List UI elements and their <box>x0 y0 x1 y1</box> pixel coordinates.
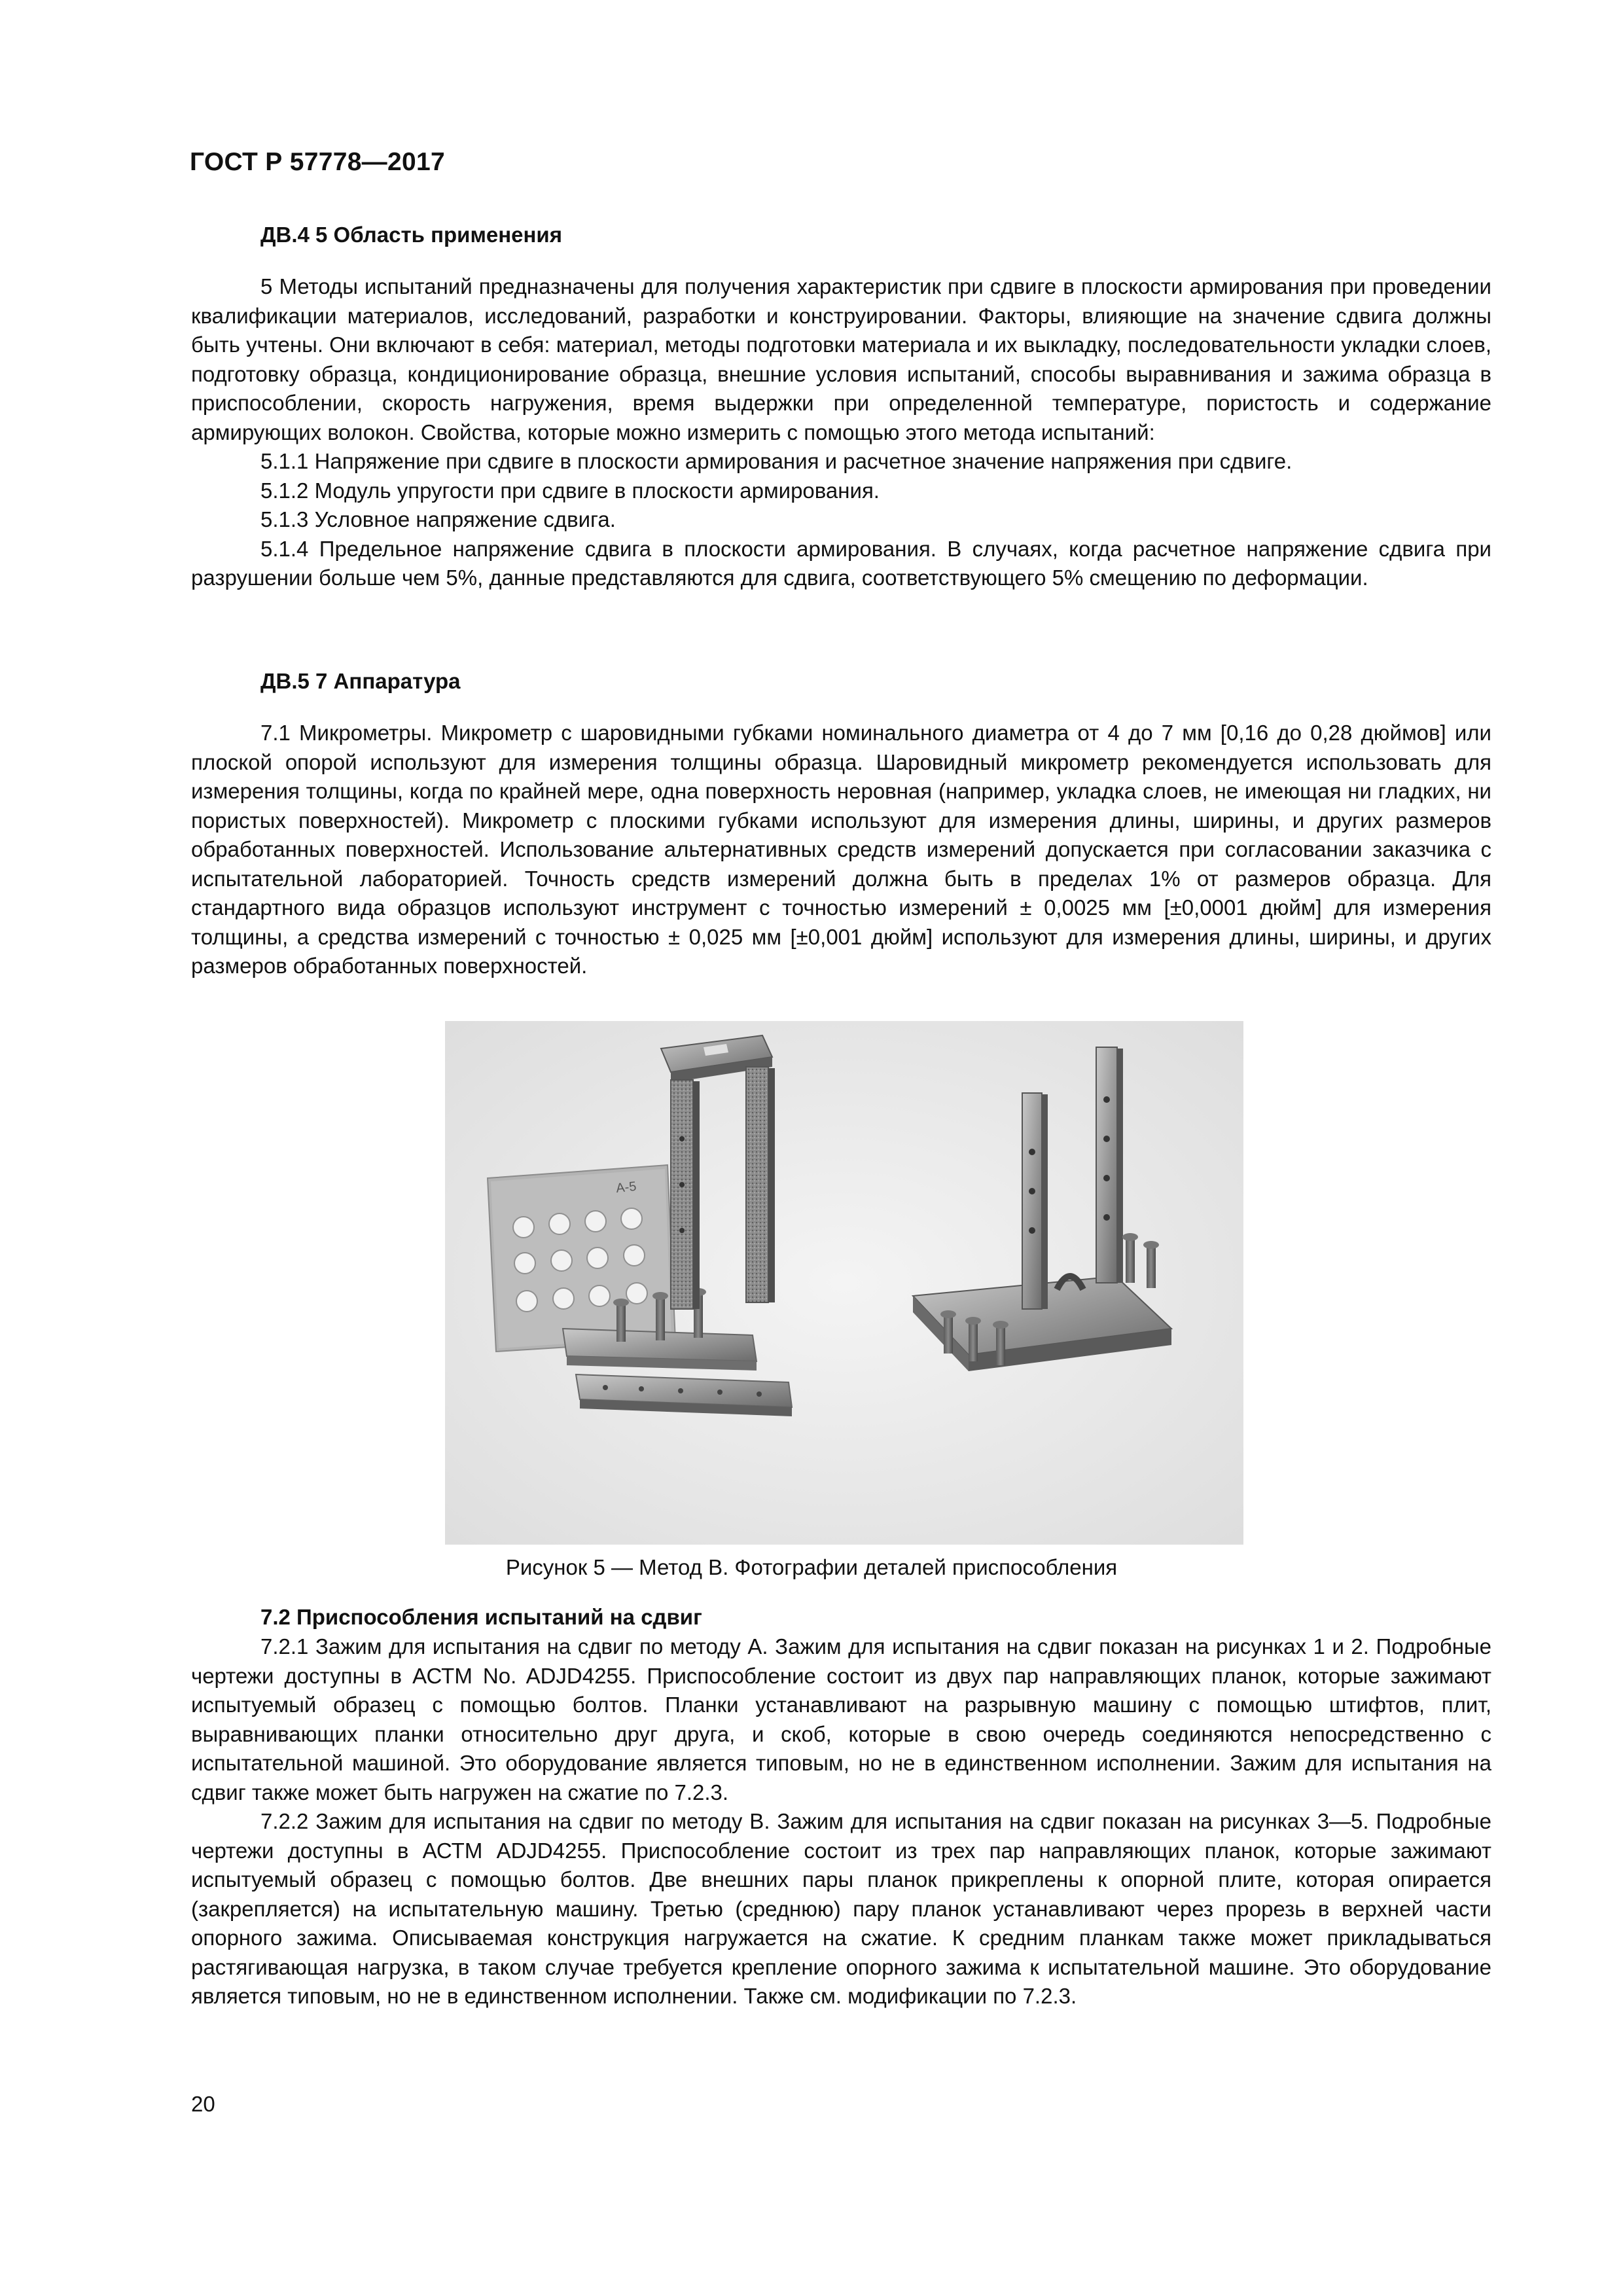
section-scope <box>191 223 1491 593</box>
section-heading-fixtures: 7.2 Приспособления испытаний на сдвиг <box>260 1605 702 1629</box>
plate-handwritten-mark: A-5 <box>615 1179 637 1196</box>
page-number: 20 <box>191 2092 215 2116</box>
scope-item-5-1-2: 5.1.2 Модуль упругости при сдвиге в плоскости армирования. <box>260 478 880 503</box>
specimen-plate <box>488 1165 675 1352</box>
fixture-photo-illustration <box>445 1021 1243 1545</box>
fixtures-paragraph-7-2-2: 7.2.2 Зажим для испытания на сдвиг по методу В. Зажим для испытания на сдвиг показан на рисунках 3—5. Подробные чертежи доступны в АСТМ ADJD4255. Приспособление состоит из трех пар направляющих планок, которые зажимают испытуемый образец с помощью болтов. Две внешних пары планок прикреплены к опорной плите, которая опирается (закрепляется) на испытательную машину. Третью (среднюю) пару планок устанавливают через прорезь в верхней части опорного зажима. Описываемая конструкция нагружается на сжатие. К средним планкам также может прикладываться растягивающая нагрузка, в таком случае требуется крепление опорного зажима к испытательной машине. Это оборудование является типовым, но не в единственном исполнении. Также см. модификации по 7.2.3. <box>191 1809 1491 2008</box>
document-code-header: ГОСТ Р 57778—2017 <box>190 148 445 176</box>
upright-bar-left <box>1022 1093 1042 1309</box>
section-heading-apparatus: ДВ.5 7 Аппаратура <box>260 669 461 693</box>
apparatus-paragraph-7-1: 7.1 Микрометры. Микрометр с шаровидными губками номинального диаметра от 4 до 7 мм [0,16 до 0,28 дюймов] или плоской опорой используют для измерения толщины образца. Шаровидный микрометр рекомендуется использовать для измерения толщины, когда по крайней мере, одна поверхность неровная (например, укладка слоев, не имеющая ни гладких, ни пористых поверхностей). Микрометр с плоскими губками используют для измерения длины, ширины, и других размеров обработанных поверхностей. Использование альтернативных средств измерений допускается при согласовании заказчика с испытательной лабораторией. Точность средств измерений должна быть в пределах 1% от размеров образца. Для стандартного вида образцов используют инструмент с точностью измерений ± 0,0025 мм [±0,0001 дюйм] для измерения толщины, а средства измерений с точностью ± 0,025 мм [±0,001 дюйм] используют для измерения длины, ширины, и других размеров обработанных поверхностей. <box>191 721 1491 978</box>
scope-item-5-1-3: 5.1.3 Условное напряжение сдвига. <box>260 507 616 531</box>
section-heading-scope: ДВ.4 5 Область применения <box>260 223 562 247</box>
figure-caption: Рисунок 5 — Метод В. Фотографии деталей приспособления <box>505 1555 1118 1579</box>
scope-item-5-1-1: 5.1.1 Напряжение при сдвиге в плоскости армирования и расчетное значение напряжения при сдвиге. <box>260 449 1293 473</box>
section-fixtures <box>191 1605 1491 2011</box>
section-apparatus <box>191 669 1491 981</box>
figure-fixture-photo <box>445 1021 1243 1545</box>
upright-bar-right <box>1096 1047 1117 1283</box>
fixtures-paragraph-7-2-1: 7.2.1 Зажим для испытания на сдвиг по методу А. Зажим для испытания на сдвиг показан на рисунках 1 и 2. Подробные чертежи доступны в АСТМ No. ADJD4255. Приспособление состоит из двух пар направляющих планок, которые зажимают испытуемый образец с помощью болтов. Планки устанавливают на разрывную машину с помощью штифтов, плит, выравнивающих планки относительно друг друга, и скоб, которые в свою очередь соединяются непосредственно с испытательной машиной. Это оборудование является типовым, но не в единственном исполнении. Зажим для испытания на сдвиг также может быть нагружен на сжатие по 7.2.3. <box>191 1634 1491 1804</box>
scope-intro-paragraph: 5 Методы испытаний предназначены для получения характеристик при сдвиге в плоскости армирования при проведении квалификации материалов, исследований, разработки и конструировании. Факторы, влияющие на значение сдвига должны быть учтены. Они включают в себя: материал, методы подготовки материала и их выкладку, последовательности укладки слоев, подготовку образца, кондиционирование образца, внешние условия испытаний, способы выравнивания и зажима образца в приспособлении, скорость нагружения, время выдержки при определенной температуре, пористость и содержание армирующих волокон. Свойства, которые можно измерить с помощью этого метода испытаний: <box>191 274 1491 444</box>
scope-item-5-1-4: 5.1.4 Предельное напряжение сдвига в плоскости армирования. В случаях, когда расчетное напряжение сдвига при разрушении больше чем 5%, данные представляются для сдвига, соответствующего 5% смещению по деформации. <box>191 536 1491 590</box>
